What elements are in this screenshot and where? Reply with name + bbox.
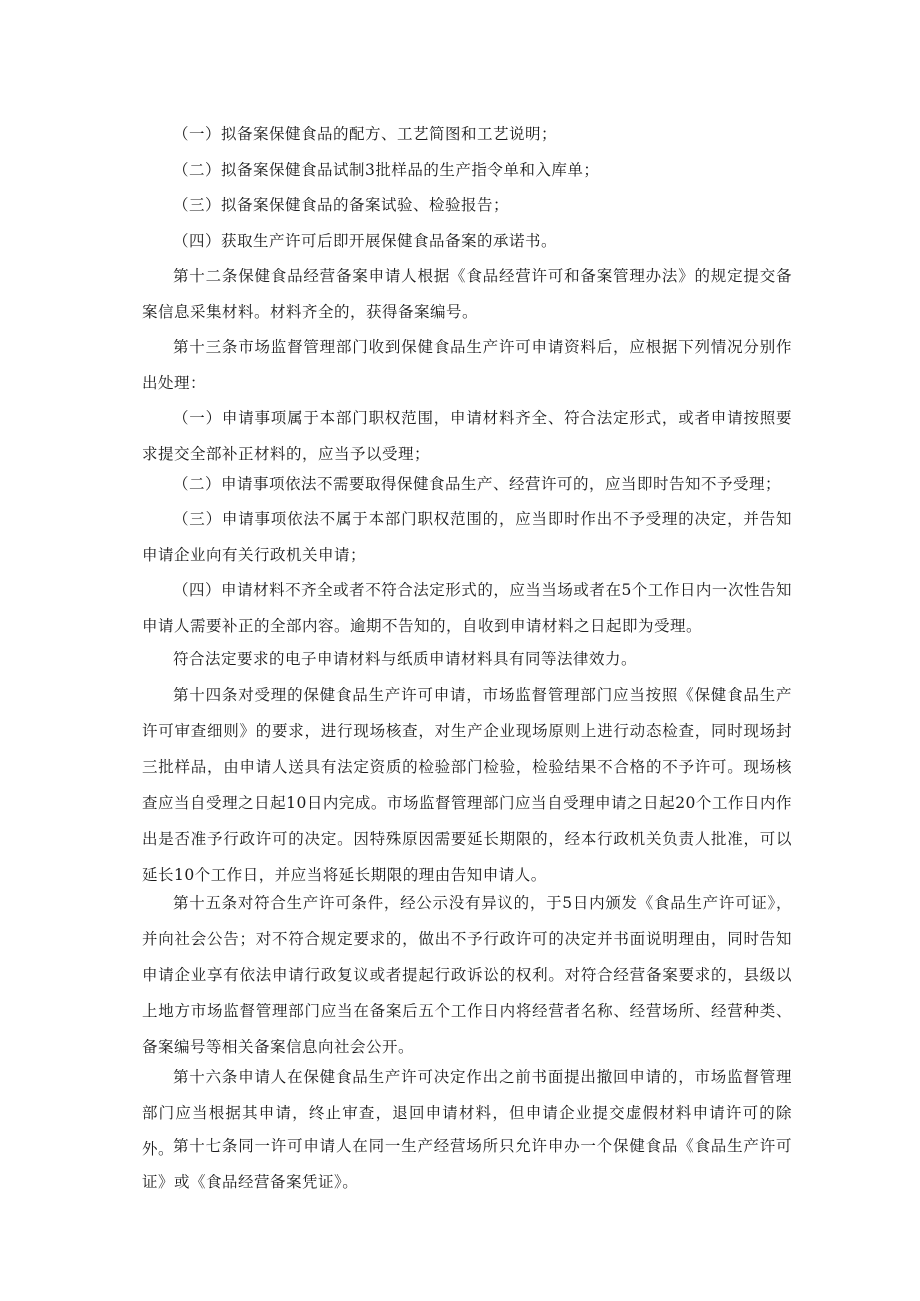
item-3-test-reports: （三）拟备案保健食品的备案试验、检验报告； <box>173 196 510 214</box>
article-13-item-2: （二）申请事项依法不需要取得保健食品生产、经营许可的，应当即时告知不予受理； <box>173 475 782 493</box>
article-13-item-4: （四）申请材料不齐全或者不符合法定形式的，应当当场或者在5个工作日内一次性告知申请人需要补正的全部内容。逾期不告知的，自收到申请材料之日起即为受理。 <box>142 581 792 635</box>
item-4-commitment: （四）获取生产许可后即开展保健食品备案的承诺书。 <box>173 232 558 250</box>
item-2-production-orders: （二）拟备案保健食品试制3批样品的生产指令单和入库单； <box>173 161 600 179</box>
article-16: 第十六条申请人在保健食品生产许可决定作出之前书面提出撤回申请的，市场监督管理部门应当根据其申请，终止审查，退回申请材料，但申请企业提交虚假材料申请许可的除外。 <box>142 1068 792 1158</box>
electronic-materials-note: 符合法定要求的电子申请材料与纸质申请材料具有同等法律效力。 <box>173 650 638 668</box>
article-12: 第十二条保健食品经营备案申请人根据《食品经营许可和备案管理办法》的规定提交备案信息采集材料。材料齐全的，获得备案编号。 <box>142 267 792 321</box>
article-13-item-3: （三）申请事项依法不属于本部门职权范围的，应当即时作出不予受理的决定，并告知申请企业向有关行政机关申请； <box>142 510 792 564</box>
article-15: 第十五条对符合生产许可条件，经公示没有异议的，于5日内颁发《食品生产许可证》，并向社会公告；对不符合规定要求的，做出不予行政许可的决定并书面说明理由，同时告知申请企业享有依法申请行政复议或者提起行政诉讼的权利。对符合经营备案要求的，县级以上地方市场监督管理部门应当在备案后五个工作日内将经营者名称、经营场所、经营种类、备案编号等相关备案信息向社会公开。 <box>142 894 792 1056</box>
article-14: 第十四条对受理的保健食品生产许可申请，市场监督管理部门应当按照《保健食品生产许可审查细则》的要求，进行现场核查，对生产企业现场原则上进行动态检查，同时现场封三批样品，由申请人送具有法定资质的检验部门检验，检验结果不合格的不予许可。现场核查应当自受理之日起10日内完成。市场监督管理部门应当自受理申请之日起20个工作日内作出是否准予行政许可的决定。因特殊原因需要延长期限的，经本行政机关负责人批准，可以延长10个工作日，并应当将延长期限的理由告知申请人。 <box>142 686 792 884</box>
article-13-item-1: （一）申请事项属于本部门职权范围，申请材料齐全、符合法定形式，或者申请按照要求提交全部补正材料的，应当予以受理； <box>142 409 792 463</box>
article-13: 第十三条市场监督管理部门收到保健食品生产许可申请资料后，应根据下列情况分别作出处理： <box>142 338 792 392</box>
item-1-formula: （一）拟备案保健食品的配方、工艺简图和工艺说明； <box>173 125 558 143</box>
article-17: 第十七条同一许可申请人在同一生产经营场所只允许申办一个保健食品《食品生产许可证》或《食品经营备案凭证》。 <box>142 1137 792 1191</box>
